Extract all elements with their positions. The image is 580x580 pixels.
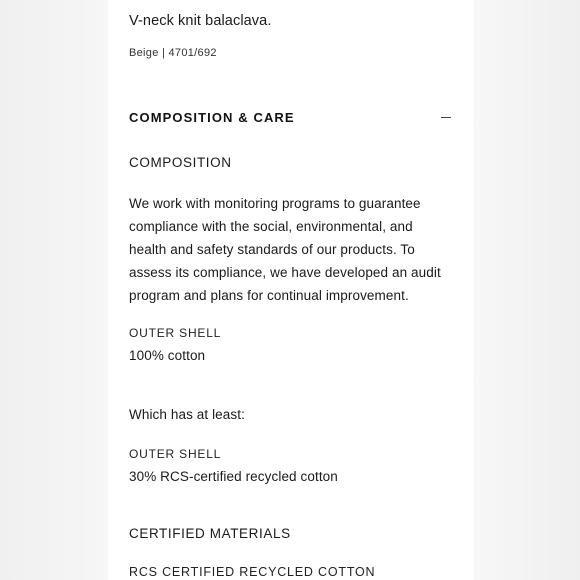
at-least-text: Which has at least: <box>129 407 245 422</box>
background-left <box>0 0 110 580</box>
product-description: V-neck knit balaclava. <box>129 13 272 29</box>
outer-shell-value: 100% cotton <box>129 348 206 363</box>
composition-intro: We work with monitoring programs to guarantee compliance with the social, environmental, and health and safety standards of our products. To assess its compliance, we have developed an audit program and plans for continual improvement. <box>129 196 441 303</box>
composition-care-accordion-header[interactable] <box>129 106 452 128</box>
certified-materials-heading: CERTIFIED MATERIALS <box>129 526 291 541</box>
product-color-reference: Beige | 4701/692 <box>129 47 217 59</box>
composition-heading: COMPOSITION <box>129 155 232 170</box>
outer-shell-value-recycled: 30% RCS-certified recycled cotton <box>129 469 338 484</box>
background-right <box>475 0 580 580</box>
outer-shell-label-recycled: OUTER SHELL <box>129 447 222 461</box>
minus-icon[interactable] <box>441 117 451 118</box>
product-details-panel <box>108 0 474 580</box>
certified-material-item[interactable]: RCS CERTIFIED RECYCLED COTTON <box>129 565 376 579</box>
composition-care-title: COMPOSITION & CARE <box>129 109 295 125</box>
outer-shell-label: OUTER SHELL <box>129 326 222 340</box>
